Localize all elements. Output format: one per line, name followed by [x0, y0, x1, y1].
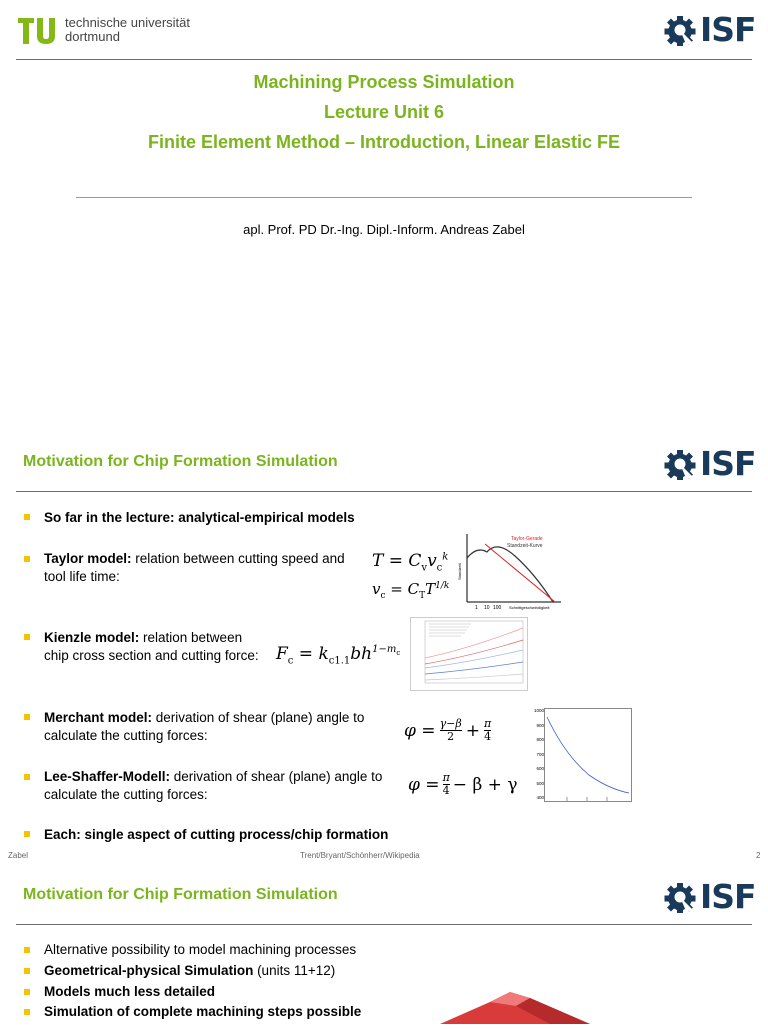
taylor-chart-svg — [455, 530, 565, 614]
bullet-text: relation between cutting speed and — [131, 551, 345, 566]
footer-sources: Trent/Bryant/Schönherr/Wikipedia — [300, 851, 420, 860]
tick-label: 10 — [484, 605, 490, 611]
kienzle-force-chart — [410, 617, 528, 691]
bullet-marker — [24, 831, 30, 837]
bullet-complete-steps — [44, 1003, 361, 1021]
bullet-marker — [24, 556, 30, 562]
footer-author: Zabel — [8, 851, 29, 860]
bullet-marker — [24, 968, 30, 974]
shear-angle-chart — [544, 708, 632, 802]
lee-shaffer-formula: φ = $\frac{\pi}{4}$ − β + γ — [408, 771, 518, 797]
bullet-bold-text: Lee-Shaffer-Modell: — [44, 769, 171, 784]
bullet-marker — [24, 714, 30, 720]
bullet-lee-shaffer-model — [44, 768, 382, 804]
bullet-analytical-models — [44, 509, 355, 527]
tick-label: 600 — [536, 766, 544, 771]
taylor-formula-2: $v_c = C_TT^{1/k}$ — [372, 580, 450, 601]
tick-label: 800 — [536, 737, 544, 742]
formula-text: φ = — [404, 720, 436, 741]
tick-label: 700 — [536, 751, 544, 757]
presentation-title-line-1: Machining Process Simulation — [253, 72, 515, 92]
bullet-text-cont: chip cross section and cutting force: — [44, 648, 259, 663]
bullet-marker — [24, 989, 30, 995]
slide-3-divider — [16, 924, 752, 925]
bullet-bold-text: Merchant model: — [44, 710, 153, 725]
isf-logo — [664, 10, 756, 49]
bullet-alternative-possibility — [44, 941, 356, 959]
bullet-text: Alternative possibility to model machining processes — [44, 942, 357, 957]
tu-logo-icon — [16, 14, 60, 46]
slide-2-heading: Motivation for Chip Formation Simulation — [23, 453, 338, 470]
workpiece-image — [430, 990, 600, 1024]
kienzle-chart-svg — [411, 618, 527, 690]
bullet-less-detailed — [44, 983, 215, 1001]
tick-label: 500 — [536, 780, 544, 786]
slide-3-heading: Motivation for Chip Formation Simulation — [23, 886, 338, 903]
bullet-single-aspect — [44, 826, 388, 844]
isf-logo — [664, 877, 756, 916]
bullet-geometrical-physical — [44, 962, 335, 980]
bullet-marker — [24, 947, 30, 953]
bullet-marker — [24, 514, 30, 520]
header-divider — [16, 59, 752, 60]
tick-label: 1000 — [533, 708, 544, 713]
tick-label: 100 — [493, 605, 502, 611]
bullet-bold-text: Kienzle model: — [44, 630, 140, 645]
tu-logo — [16, 14, 60, 46]
university-line-1: technische universität — [65, 15, 191, 30]
shear-angle-chart-svg — [545, 709, 631, 801]
gear-icon — [664, 448, 696, 480]
tick-label: 400 — [536, 795, 544, 800]
isf-logo-text: ISF — [700, 10, 756, 49]
legend-tool-life-curve: Standzeit-Kurve — [507, 543, 543, 549]
bullet-bold-text: Each: single aspect of cutting process/chip formation — [44, 827, 389, 842]
formula-text: F — [276, 644, 288, 664]
bullet-text-cont: calculate the cutting forces: — [44, 728, 208, 743]
bullet-text-cont: tool life time: — [44, 569, 120, 584]
bullet-bold-text: Geometrical-physical Simulation — [44, 963, 254, 978]
tick-label: 1 — [475, 605, 478, 611]
bullet-text-cont: calculate the cutting forces: — [44, 787, 208, 802]
isf-logo-text: ISF — [700, 877, 756, 916]
gear-icon — [664, 14, 696, 46]
bullet-bold-text: Simulation of complete machining steps possible — [44, 1004, 362, 1019]
university-line-2: dortmund — [65, 29, 120, 44]
bullet-kienzle-model — [44, 629, 259, 665]
bullet-bold-text: Models much less detailed — [44, 984, 216, 999]
x-axis-label: Schnittgeschwindigkeit — [509, 605, 550, 610]
gear-icon — [664, 881, 696, 913]
legend-taylor-line: Taylor-Gerade — [511, 536, 543, 542]
isf-logo-text: ISF — [700, 444, 756, 483]
footer-page-number: 2 — [756, 851, 761, 860]
isf-logo — [664, 444, 756, 483]
formula-text: T = C — [372, 551, 422, 571]
presentation-title-line-2: Lecture Unit 6 — [323, 102, 445, 122]
bullet-taylor-model — [44, 550, 345, 586]
bullet-marker — [24, 774, 30, 780]
formula-text: v — [372, 580, 381, 598]
workpiece-svg — [430, 990, 600, 1024]
bullet-text: (units 11+12) — [253, 963, 336, 978]
merchant-formula: φ = $\frac{\gamma-\beta}{2}$ + $\frac{\pi}{4}$ — [404, 717, 492, 743]
shear-angle-yticks — [528, 704, 544, 806]
bullet-bold-text: Taylor model: — [44, 551, 132, 566]
bullet-marker — [24, 634, 30, 640]
bullet-bold-text: So far in the lecture: analytical-empirical models — [44, 510, 355, 525]
author-name: apl. Prof. PD Dr.-Ing. Dipl.-Inform. Andreas Zabel — [243, 222, 525, 237]
taylor-formula-1: $T = C_vv_c^k$ — [372, 551, 449, 574]
slide-2-divider — [16, 491, 752, 492]
bullet-merchant-model — [44, 709, 364, 745]
bullet-text: relation between — [139, 630, 243, 645]
title-divider — [76, 197, 692, 198]
kienzle-formula: $F_c = k_{c1.1}bh^{1-m_c}$ — [276, 644, 401, 667]
bullet-text: derivation of shear (plane) angle to — [170, 769, 383, 784]
y-axis-label: Standzeit — [457, 563, 462, 580]
presentation-title-line-3: Finite Element Method – Introduction, Linear Elastic FE — [147, 132, 621, 152]
tick-label: 900 — [536, 722, 544, 728]
formula-text: φ = — [408, 774, 440, 795]
taylor-tool-life-chart — [455, 530, 565, 614]
bullet-marker — [24, 1009, 30, 1015]
bullet-text: derivation of shear (plane) angle to — [152, 710, 365, 725]
university-name — [65, 16, 190, 44]
